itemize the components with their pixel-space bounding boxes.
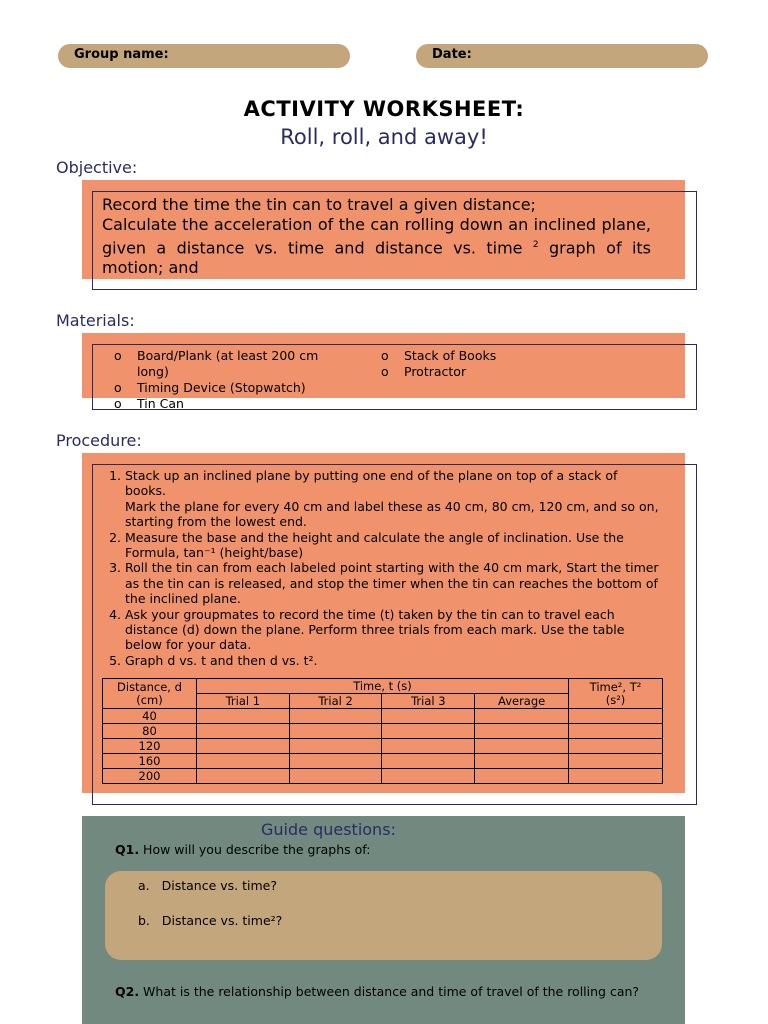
group-name-field [58, 44, 350, 68]
worksheet-title: ACTIVITY WORKSHEET: [243, 97, 525, 121]
table-row [103, 739, 663, 754]
bullet-marker: o [381, 364, 389, 379]
bullet-marker: o [114, 396, 122, 411]
trial-3-cell[interactable] [382, 739, 475, 754]
objective-line-2: Calculate the acceleration of the can rolling down an inclined plane, given a distance vs. time and distance vs. time $^2$ graph of its motion; and [102, 215, 651, 278]
procedure-step: 1. Stack up an inclined plane by putting one end of the plane on top of a stack of books. Mark the plane for every 40 cm and label these as 40 cm, 80 cm, 120 cm, and so on, starting from the lowest end. [125, 468, 662, 530]
header-time-squared: Time², T² (s²) [569, 679, 663, 709]
time-squared-cell[interactable] [569, 769, 663, 784]
table-row [103, 754, 663, 769]
materials-list [92, 345, 695, 411]
average-cell[interactable] [475, 769, 569, 784]
objective-text [102, 195, 651, 278]
trial-1-cell[interactable] [196, 739, 289, 754]
table-row [103, 709, 663, 724]
procedure-steps [102, 468, 662, 668]
procedure-step: 3. Roll the tin can from each labeled point starting with the 40 cm mark, Start the timer as the tin can is released, and stop the timer when the tin can reaches the bottom of the inclined plane. [125, 560, 662, 606]
procedure-step: 4. Ask your groupmates to record the time (t) taken by the tin can to travel each distance (d) down the plane. Perform three trials from each mark. Use the table below for your data. [125, 607, 662, 653]
header-trial-2: Trial 2 [289, 694, 382, 709]
trial-2-cell[interactable] [289, 769, 382, 784]
time-squared-cell[interactable] [569, 709, 663, 724]
bullet-marker: o [114, 380, 122, 395]
material-item: Protractor [404, 364, 467, 379]
question-1b [138, 913, 282, 928]
header-time: Time, t (s) [196, 679, 568, 694]
question-1-text: How will you describe the graphs of: [139, 842, 371, 857]
average-cell[interactable] [475, 739, 569, 754]
question-1b-label: b. [138, 913, 150, 928]
trial-3-cell[interactable] [382, 724, 475, 739]
trial-1-cell[interactable] [196, 709, 289, 724]
table-row [103, 769, 663, 784]
trial-3-cell[interactable] [382, 754, 475, 769]
question-1a-label: a. [138, 878, 150, 893]
distance-cell: 160 [103, 754, 197, 769]
bullet-marker: o [381, 348, 389, 363]
trial-1-cell[interactable] [196, 754, 289, 769]
procedure-step: 5. Graph d vs. t and then d vs. t². [125, 653, 662, 668]
header-trial-3: Trial 3 [382, 694, 475, 709]
table-row [103, 724, 663, 739]
time-squared-cell[interactable] [569, 754, 663, 769]
material-item: Stack of Books [404, 348, 497, 363]
time-squared-cell[interactable] [569, 739, 663, 754]
average-cell[interactable] [475, 709, 569, 724]
average-cell[interactable] [475, 754, 569, 769]
header-average: Average [475, 694, 569, 709]
question-2-label: Q2. [115, 984, 140, 999]
question-1-label: Q1. [115, 842, 140, 857]
distance-cell: 120 [103, 739, 197, 754]
trial-3-cell[interactable] [382, 709, 475, 724]
trial-2-cell[interactable] [289, 724, 382, 739]
bullet-marker: o [114, 348, 122, 363]
material-item: Timing Device (Stopwatch) [137, 380, 306, 395]
objective-line-1: Record the time the tin can to travel a given distance; [102, 195, 536, 214]
data-table-wrapper [102, 678, 663, 783]
trial-3-cell[interactable] [382, 769, 475, 784]
date-field [416, 44, 708, 68]
distance-cell: 40 [103, 709, 197, 724]
header-distance: Distance, d (cm) [103, 679, 197, 709]
procedure-heading: Procedure: [56, 431, 142, 450]
time-squared-cell[interactable] [569, 724, 663, 739]
data-table [102, 678, 663, 784]
materials-heading: Materials: [56, 311, 135, 330]
procedure-step-note: Mark the plane for every 40 cm and label these as 40 cm, 80 cm, 120 cm, and so on, starting from the lowest end. [125, 498, 659, 530]
question-1 [115, 842, 370, 857]
group-name-label: Group name: [74, 47, 169, 62]
header-trial-1: Trial 1 [196, 694, 289, 709]
question-1a [138, 878, 277, 893]
objective-heading: Objective: [56, 158, 138, 177]
procedure-step: 2. Measure the base and the height and calculate the angle of inclination. Use the Formula, tan⁻¹ (height/base) [125, 530, 662, 561]
question-1b-text: Distance vs. time²? [161, 913, 283, 928]
trial-2-cell[interactable] [289, 709, 382, 724]
distance-cell: 80 [103, 724, 197, 739]
trial-1-cell[interactable] [196, 769, 289, 784]
average-cell[interactable] [475, 724, 569, 739]
question-2 [115, 984, 652, 1000]
trial-2-cell[interactable] [289, 739, 382, 754]
distance-cell: 200 [103, 769, 197, 784]
date-label: Date: [432, 47, 472, 62]
material-item: Tin Can [137, 396, 184, 411]
question-1a-text: Distance vs. time? [161, 878, 278, 893]
guide-questions-heading: Guide questions: [261, 820, 396, 839]
question-2-text: What is the relationship between distance and time of travel of the rolling can? [139, 984, 640, 999]
worksheet-subtitle: Roll, roll, and away! [280, 125, 488, 149]
material-item: Board/Plank (at least 200 cm long) [137, 348, 319, 379]
trial-1-cell[interactable] [196, 724, 289, 739]
trial-2-cell[interactable] [289, 754, 382, 769]
